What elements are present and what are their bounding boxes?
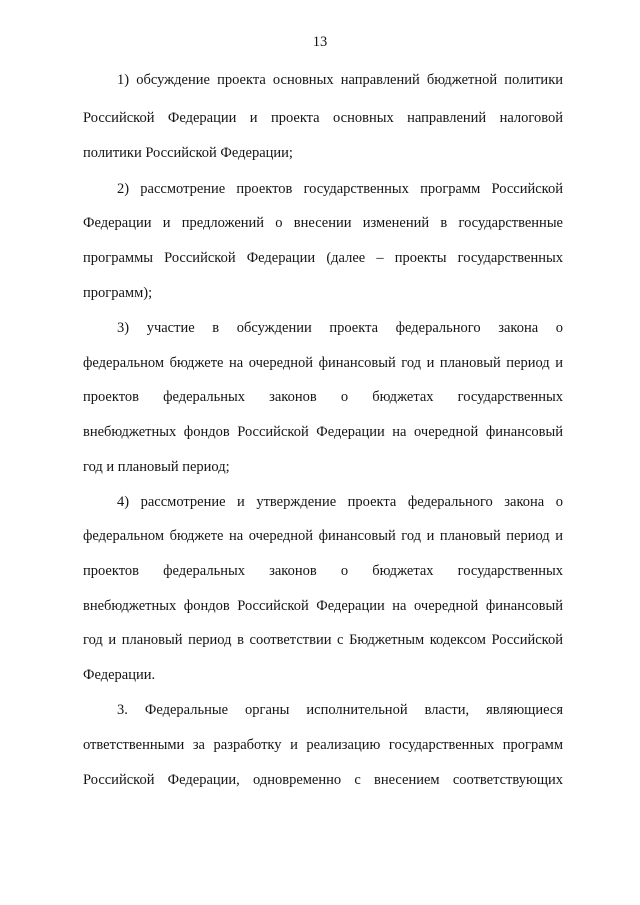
text-line: Федерации и предложений о внесении изменений в государственные (83, 215, 563, 231)
text-line: внебюджетных фондов Российской Федерации на очередной финансовый (83, 598, 563, 614)
text-line: 1) обсуждение проекта основных направлений бюджетной политики (117, 72, 563, 88)
text-line: год и плановый период в соответствии с Бюджетным кодексом Российской (83, 632, 563, 648)
text-line: программ); (83, 285, 153, 301)
text-line: проектов федеральных законов о бюджетах государственных (83, 563, 563, 579)
text-line: 3) участие в обсуждении проекта федерального закона о (117, 320, 563, 336)
text-line: внебюджетных фондов Российской Федерации на очередной финансовый (83, 424, 563, 440)
text-line: федеральном бюджете на очередной финансовый год и плановый период и (83, 528, 563, 544)
text-line: Российской Федерации и проекта основных направлений налоговой (83, 110, 563, 126)
text-line: 2) рассмотрение проектов государственных программ Российской (117, 181, 563, 197)
text-line: год и плановый период; (83, 459, 230, 475)
text-line: ответственными за разработку и реализацию государственных программ (83, 737, 563, 753)
text-line: 4) рассмотрение и утверждение проекта федерального закона о (117, 494, 563, 510)
text-line: федеральном бюджете на очередной финансовый год и плановый период и (83, 355, 563, 371)
text-line: политики Российской Федерации; (83, 145, 293, 161)
text-line: Российской Федерации, одновременно с внесением соответствующих (83, 772, 563, 788)
page-number: 13 (312, 34, 328, 50)
text-line: проектов федеральных законов о бюджетах государственных (83, 389, 563, 405)
text-line: программы Российской Федерации (далее – проекты государственных (83, 250, 563, 266)
text-line: Федерации. (83, 667, 156, 683)
text-line: 3. Федеральные органы исполнительной власти, являющиеся (117, 702, 563, 718)
